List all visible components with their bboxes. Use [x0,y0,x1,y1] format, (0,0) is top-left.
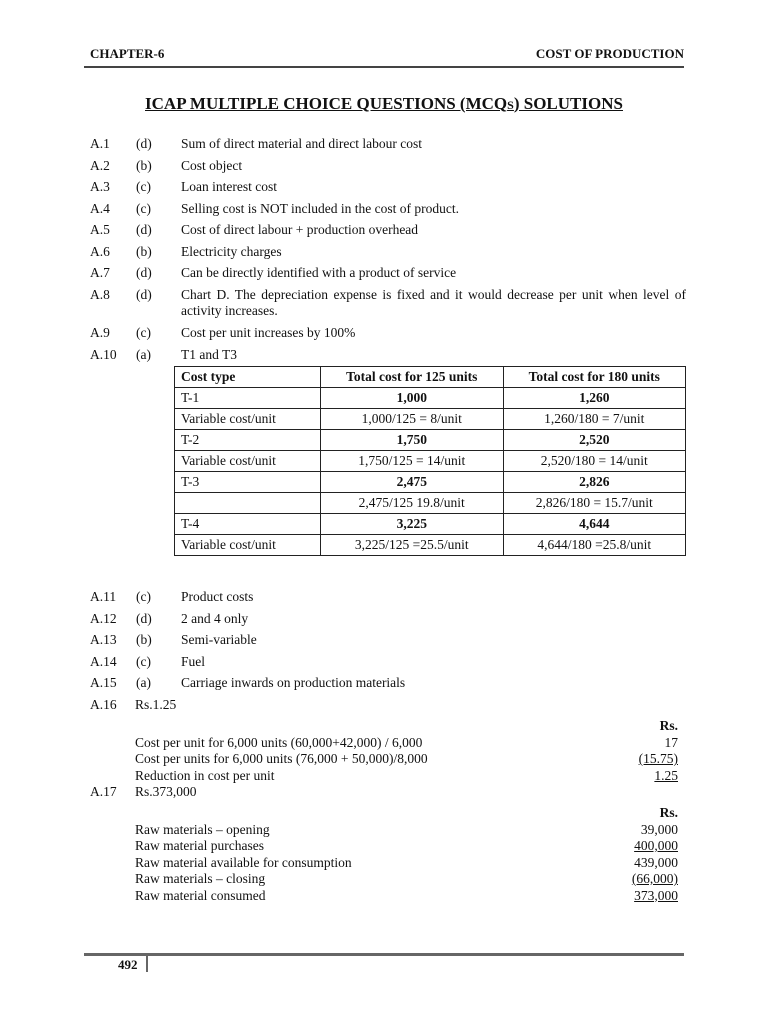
table-cell: Variable cost/unit [175,409,321,430]
calc-row: Reduction in cost per unit 1.25 [135,767,678,783]
page-title: ICAP MULTIPLE CHOICE QUESTIONS (MCQS) SOLUTIONS [145,94,623,113]
table-cell: 1,260/180 = 7/unit [503,409,686,430]
table-row [175,409,686,430]
chapter-title: COST OF PRODUCTION [535,46,684,61]
table-cell: T-2 [175,430,321,451]
table-row [175,472,686,493]
calc-row: Raw material purchases 400,000 [135,838,678,853]
table-cell: 2,520 [503,430,686,451]
table-cell [175,493,321,514]
table-cell: 1,260 [503,388,686,409]
table-cell: 2,520/180 = 14/unit [503,451,686,472]
header-divider [84,66,684,68]
table-row [175,514,686,535]
calc-row: Raw material consumed 373,000 [135,887,678,903]
calc-row: Raw materials – opening 39,000 [135,821,678,837]
table-cell: T-4 [175,514,321,535]
table-cell: 4,644/180 =25.8/unit [503,535,686,556]
table-cell: Variable cost/unit [175,535,321,556]
calc-row: Cost per units for 6,000 units (76,000 + 50,000)/8,000 (15.75) [135,751,678,766]
table-cell: 1,750 [321,430,504,451]
table-row [175,430,686,451]
chapter-label: CHAPTER-6 [90,46,165,61]
table-cell: 1,000/125 = 8/unit [321,409,504,430]
calc-a16 [135,718,678,784]
table-cell: T-1 [175,388,321,409]
table-cell: 3,225/125 =25.5/unit [321,535,504,556]
column-header: Cost type [175,367,321,388]
table-row [175,535,686,556]
table-header-row [175,367,686,388]
column-header: Total cost for 180 units [503,367,686,388]
calc-row: Raw material available for consumption 439,000 [135,854,678,870]
table-cell: 1,000 [321,388,504,409]
table-cell: 2,826/180 = 15.7/unit [503,493,686,514]
table-cell: T-3 [175,472,321,493]
footer-divider [84,953,684,956]
table-cell: 1,750/125 = 14/unit [321,451,504,472]
currency-header: Rs. [659,805,678,820]
table-row [175,388,686,409]
page-number-bar [146,956,148,972]
calc-row: Cost per unit for 6,000 units (60,000+42,000) / 6,000 17 [135,734,678,750]
cost-type-table [174,366,686,556]
table-cell: 2,826 [503,472,686,493]
table-cell: 4,644 [503,514,686,535]
table-row [175,493,686,514]
table-cell: 3,225 [321,514,504,535]
page-number: 492 [118,957,138,972]
currency-header: Rs. [659,718,678,733]
table-cell: Variable cost/unit [175,451,321,472]
table-row [175,451,686,472]
column-header: Total cost for 125 units [321,367,504,388]
calc-a17 [135,805,678,904]
calc-row: Raw materials – closing (66,000) [135,871,678,886]
table-cell: 2,475 [321,472,504,493]
table-cell: 2,475/125 19.8/unit [321,493,504,514]
